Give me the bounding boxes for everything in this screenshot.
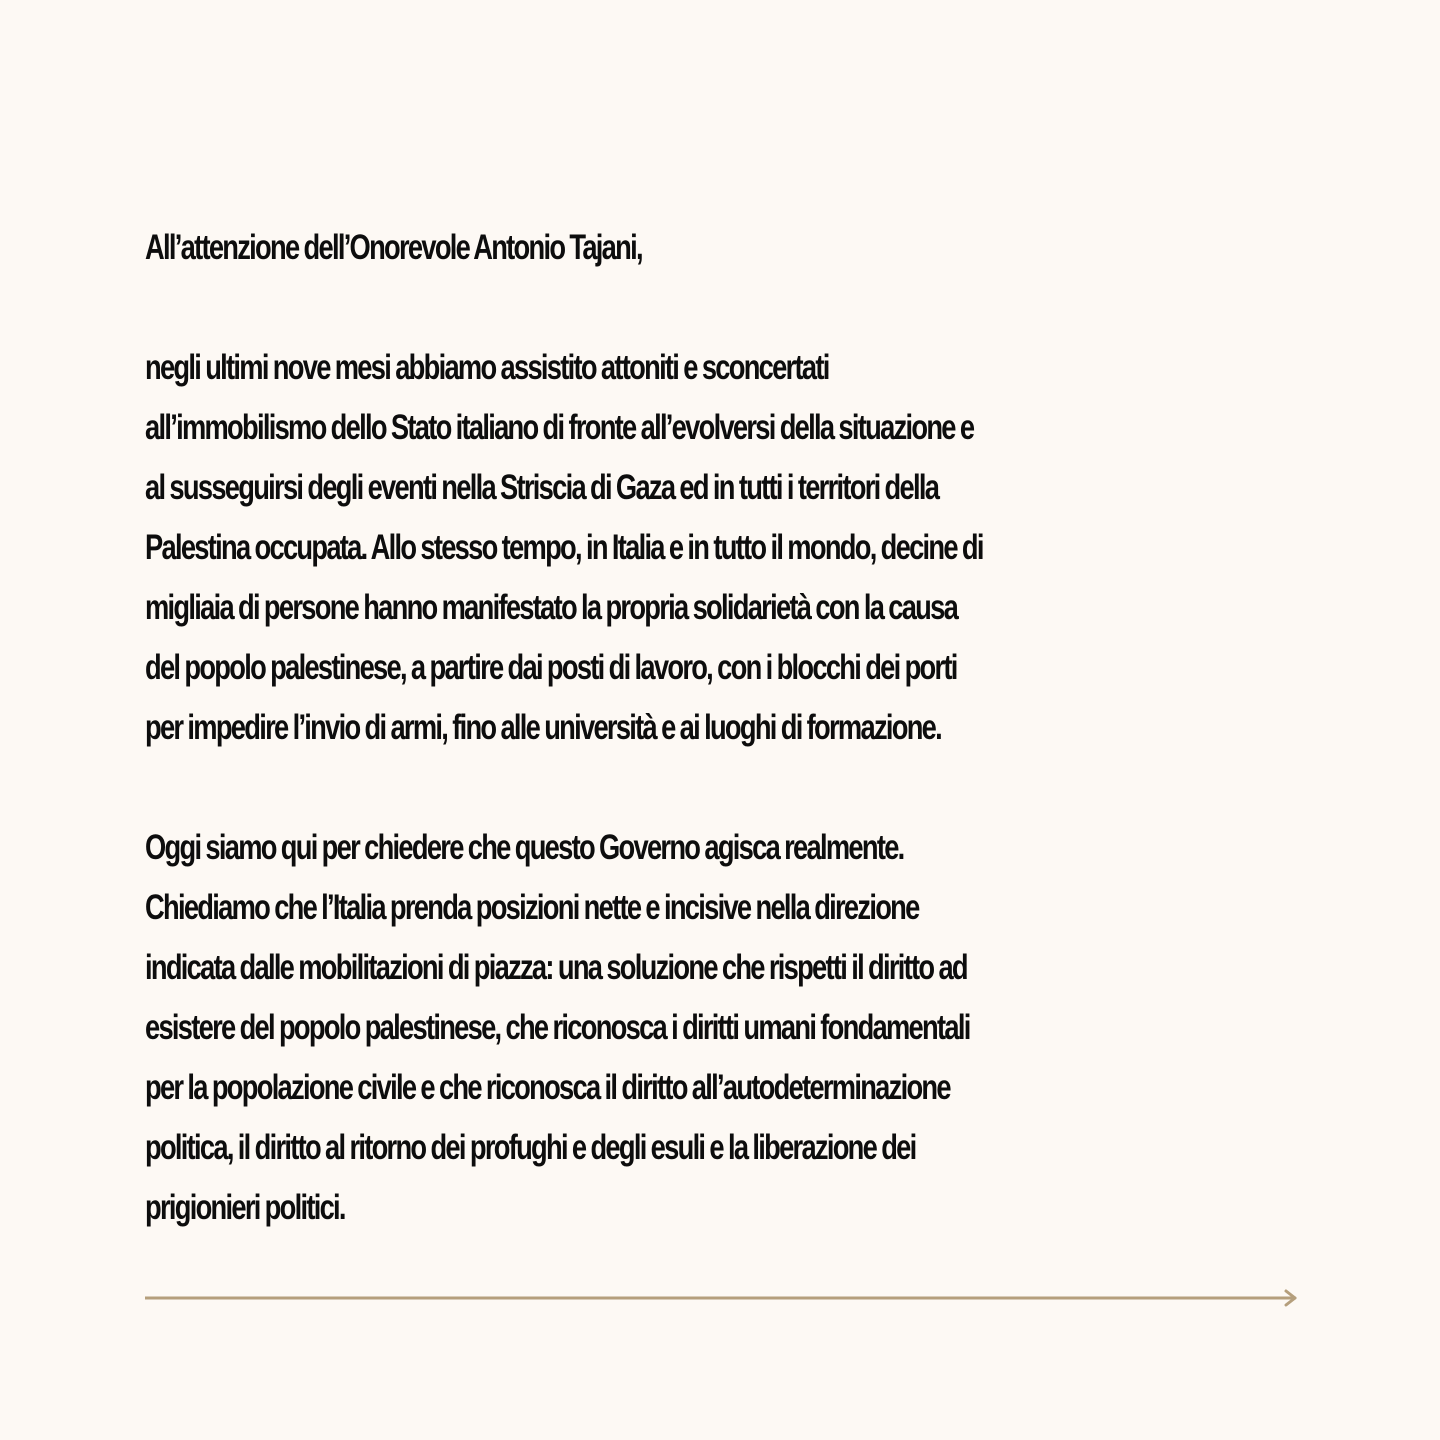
paragraph-1-line: Palestina occupata. Allo stesso tempo, in Italia e in tutto il mondo, decine di (145, 528, 983, 567)
paragraph-1-line: del popolo palestinese, a partire dai posti di lavoro, con i blocchi dei porti (145, 648, 957, 687)
paragraph-2-line: indicata dalle mobilitazioni di piazza: una soluzione che rispetti il diritto ad (145, 948, 967, 987)
paragraph-1 (145, 338, 1305, 758)
paragraph-1-line: all’immobilismo dello Stato italiano di fronte all’evolversi della situazione e (145, 408, 974, 447)
paragraph-2-line: esistere del popolo palestinese, che riconosca i diritti umani fondamentali (145, 1008, 970, 1047)
paragraph-1-line: al susseguirsi degli eventi nella Striscia di Gaza ed in tutti i territori della (145, 468, 939, 507)
salutation: All’attenzione dell’Onorevole Antonio Tajani, (145, 228, 642, 267)
paragraph-2-line: Chiediamo che l’Italia prenda posizioni nette e incisive nella direzione (145, 888, 919, 927)
paragraph-spacer (145, 278, 1305, 338)
paragraph-2-line: politica, il diritto al ritorno dei profughi e degli esuli e la liberazione dei (145, 1128, 916, 1167)
arrow-right-icon[interactable] (145, 1288, 1299, 1308)
paragraph-1-line: per impedire l’invio di armi, fino alle università e ai luoghi di formazione. (145, 708, 942, 747)
paragraph-2 (145, 818, 1305, 1238)
paragraph-2-line: Oggi siamo qui per chiedere che questo Governo agisca realmente. (145, 828, 904, 867)
paragraph-1-line: migliaia di persone hanno manifestato la propria solidarietà con la causa (145, 588, 958, 627)
letter-body (145, 218, 1305, 1238)
paragraph-spacer (145, 758, 1305, 818)
paragraph-1-line: negli ultimi nove mesi abbiamo assistito attoniti e sconcertati (145, 348, 829, 387)
paragraph-2-line: prigionieri politici. (145, 1188, 345, 1227)
paragraph-2-line: per la popolazione civile e che riconosca il diritto all’autodeterminazione (145, 1068, 950, 1107)
